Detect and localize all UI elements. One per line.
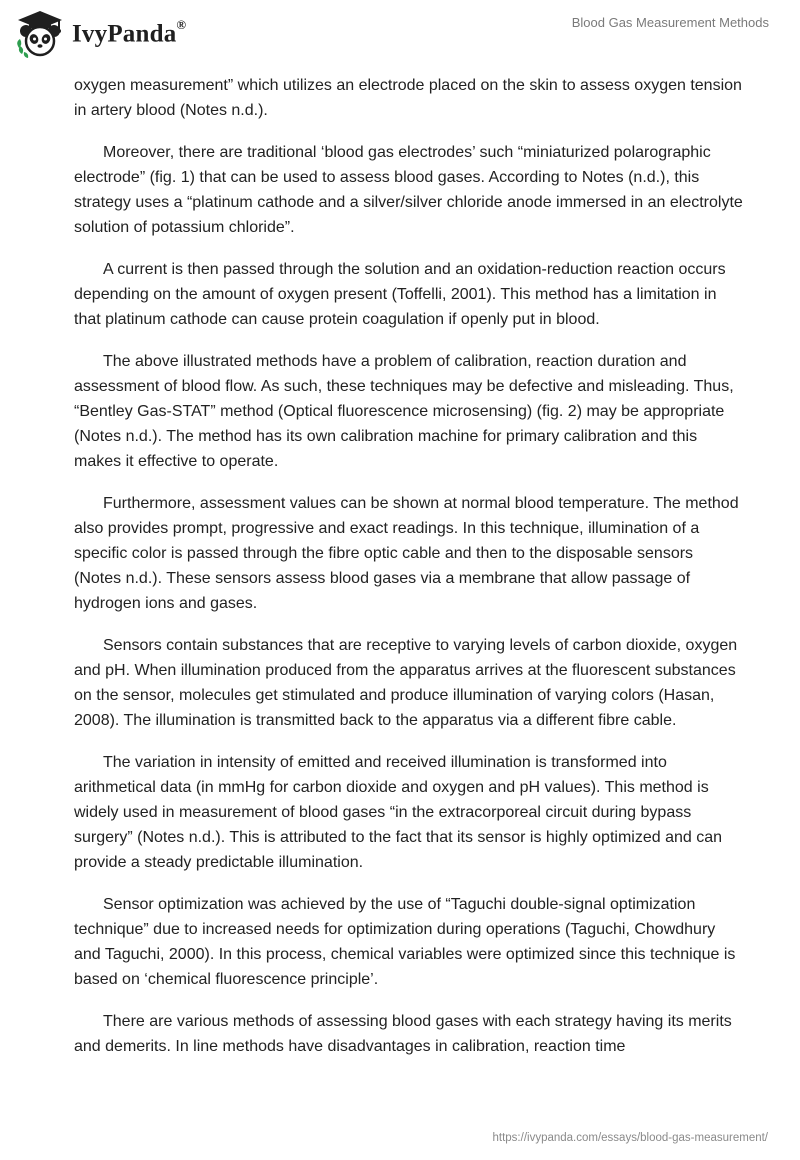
page-header <box>0 0 800 70</box>
registered-mark: ® <box>176 16 187 32</box>
brand-name: IvyPanda® <box>72 16 187 48</box>
paragraph: A current is then passed through the solution and an oxidation-reduction reaction occurs depending on the amount of oxygen present (Toffelli, 2001). This method has a limitation in that platinum cathode can cause protein coagulation if openly put in blood. <box>74 261 726 328</box>
document-title: Blood Gas Measurement Methods <box>571 15 769 30</box>
paragraph: The above illustrated methods have a problem of calibration, reaction duration and assessment of blood flow. As such, these techniques may be defective and misleading. Thus, “Bentley Gas-STAT” method (Optical fluorescence microsensing) (fig. 2) may be appropriate (Notes n.d.). The method has its own calibration machine for primary calibration and this makes it effective to operate. <box>74 353 734 470</box>
paragraph: Furthermore, assessment values can be shown at normal blood temperature. The method also provides prompt, progressive and exact readings. In this technique, illumination of a specific color is passed through the fibre optic cable and then to the disposable sensors (Notes n.d.). These sensors assess blood gases via a membrane that allow passage of hydrogen ions and gases. <box>74 495 739 612</box>
essay-body <box>74 73 744 1076</box>
paragraph: Sensor optimization was achieved by the use of “Taguchi double-signal optimization technique” due to increased needs for optimization during operations (Taguchi, Chowdhury and Taguchi, 2000). In this process, chemical variables were optimized since this technique is based on ‘chemical fluorescence principle’. <box>74 896 736 988</box>
source-url[interactable]: https://ivypanda.com/essays/blood-gas-measurement/ <box>492 1132 768 1144</box>
paragraph: Sensors contain substances that are receptive to varying levels of carbon dioxide, oxygen and pH. When illumination produced from the apparatus arrives at the fluorescent substances on the sensor, molecules get stimulated and produce illumination of varying colors (Hasan, 2008). The illumination is transmitted back to the apparatus via a different fibre cable. <box>74 637 738 729</box>
paragraph: There are various methods of assessing blood gases with each strategy having its merits and demerits. In line methods have disadvantages in calibration, reaction time <box>74 1013 732 1055</box>
paragraph: oxygen measurement” which utilizes an electrode placed on the skin to assess oxygen tension in artery blood (Notes n.d.). <box>74 77 742 119</box>
paragraph: Moreover, there are traditional ‘blood gas electrodes’ such “miniaturized polarographic electrode” (fig. 1) that can be used to assess blood gases. According to Notes (n.d.), this strategy uses a “platinum cathode and a silver/silver chloride anode immersed in an electrolyte solution of potassium chloride”. <box>74 144 743 236</box>
paragraph: The variation in intensity of emitted and received illumination is transformed into arithmetical data (in mmHg for carbon dioxide and oxygen and pH values). This method is widely used in measurement of blood gases “in the extracorporeal circuit during bypass surgery” (Notes n.d.). This is attributed to the fact that its sensor is highly optimized and can provide a steady predictable illumination. <box>74 754 723 871</box>
panda-graduate-icon <box>14 8 66 60</box>
ivypanda-logo[interactable] <box>14 8 186 60</box>
